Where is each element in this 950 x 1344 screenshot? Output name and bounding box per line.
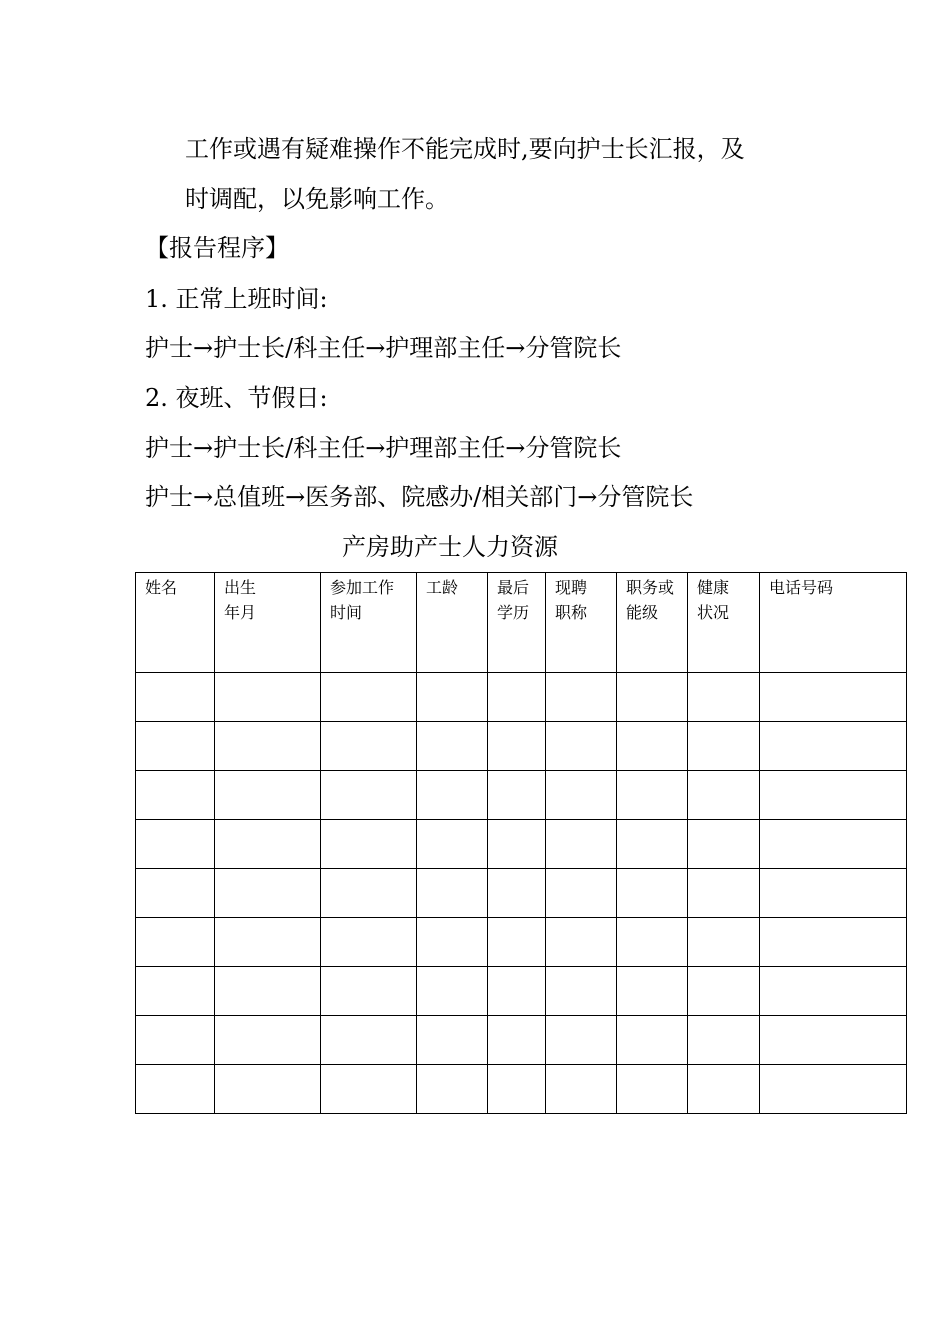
table-cell (215, 918, 321, 967)
table-cell (215, 967, 321, 1016)
table-header-cell (760, 573, 907, 673)
table-cell (321, 1065, 417, 1114)
table-header-label: 参加工作 (330, 578, 395, 597)
table-header-row (136, 573, 907, 673)
item-2-reporting-flow-a: 护士→护士长/科主任→护理部主任→分管院长 (145, 434, 622, 462)
table-cell (417, 869, 488, 918)
table-row (136, 967, 907, 1016)
table-cell (215, 771, 321, 820)
hr-table (135, 572, 907, 1114)
table-cell (136, 869, 215, 918)
table-header-cell (136, 573, 215, 673)
item-1-heading: 1. 正常上班时间: (145, 285, 328, 313)
table-cell (321, 1016, 417, 1065)
table-cell (488, 673, 546, 722)
item-2-heading: 2. 夜班、节假日: (145, 384, 328, 412)
table-header-cell (215, 573, 321, 673)
table-header-cell (546, 573, 617, 673)
table-cell (617, 918, 688, 967)
table-header-label: 工龄 (426, 578, 459, 597)
table-cell (417, 820, 488, 869)
table-cell (417, 771, 488, 820)
table-header-label: 电话号码 (769, 578, 834, 597)
table-cell (215, 1065, 321, 1114)
table-cell (321, 918, 417, 967)
table-cell (617, 1016, 688, 1065)
table-cell (136, 722, 215, 771)
table-header-label: 状况 (697, 603, 730, 622)
table-title: 产房助产士人力资源 (342, 533, 558, 561)
table-cell (488, 722, 546, 771)
table-header-cell (617, 573, 688, 673)
table-cell (617, 820, 688, 869)
table-cell (136, 673, 215, 722)
table-cell (688, 771, 760, 820)
item-1-reporting-flow: 护士→护士长/科主任→护理部主任→分管院长 (145, 334, 622, 362)
table-cell (321, 722, 417, 771)
table-header-cell (321, 573, 417, 673)
table-header-label: 职务或 (626, 578, 675, 597)
table-cell (488, 771, 546, 820)
table-cell (760, 967, 907, 1016)
table-row (136, 771, 907, 820)
table-cell (136, 1065, 215, 1114)
table-header-label: 时间 (330, 603, 363, 622)
table-cell (321, 771, 417, 820)
table-cell (488, 1016, 546, 1065)
body-paragraph-line-1: 工作或遇有疑难操作不能完成时,要向护士长汇报，及 (185, 135, 745, 163)
table-row (136, 1065, 907, 1114)
table-cell (417, 918, 488, 967)
table-cell (321, 673, 417, 722)
table-cell (546, 722, 617, 771)
table-cell (136, 1016, 215, 1065)
table-body (136, 673, 907, 1114)
table-cell (617, 1065, 688, 1114)
table-cell (136, 967, 215, 1016)
table-row (136, 918, 907, 967)
table-cell (546, 967, 617, 1016)
table-cell (760, 918, 907, 967)
table-cell (760, 869, 907, 918)
table-cell (417, 722, 488, 771)
table-row (136, 673, 907, 722)
table-header-label: 职称 (555, 603, 588, 622)
table-row (136, 869, 907, 918)
table-header-cell (688, 573, 760, 673)
table-cell (321, 869, 417, 918)
table-cell (617, 967, 688, 1016)
table-cell (760, 673, 907, 722)
table-cell (760, 820, 907, 869)
table-cell (688, 722, 760, 771)
table-cell (488, 1065, 546, 1114)
table-row (136, 722, 907, 771)
table-header-cell (488, 573, 546, 673)
table-cell (546, 869, 617, 918)
table-cell (417, 1016, 488, 1065)
table-header-label: 年月 (224, 603, 257, 622)
table-cell (546, 820, 617, 869)
table-header-label: 出生 (224, 578, 257, 597)
table-cell (546, 918, 617, 967)
table-cell (688, 1065, 760, 1114)
table-row (136, 1016, 907, 1065)
table-cell (617, 771, 688, 820)
table-cell (760, 1016, 907, 1065)
table-cell (417, 673, 488, 722)
table-header-label: 能级 (626, 603, 659, 622)
body-paragraph-line-2: 时调配，以免影响工作。 (185, 185, 449, 213)
table-cell (215, 1016, 321, 1065)
table-cell (488, 820, 546, 869)
table-cell (136, 918, 215, 967)
table-header-label: 最后 (497, 578, 530, 597)
table-cell (617, 869, 688, 918)
table-cell (688, 918, 760, 967)
table-header-label: 姓名 (145, 578, 178, 597)
table-cell (617, 722, 688, 771)
table-cell (546, 673, 617, 722)
item-2-reporting-flow-b: 护士→总值班→医务部、院感办/相关部门→分管院长 (145, 483, 694, 511)
table-cell (688, 967, 760, 1016)
table-header-label: 现聘 (555, 578, 588, 597)
table-cell (488, 869, 546, 918)
table-cell (488, 918, 546, 967)
table-cell (760, 771, 907, 820)
table-cell (688, 673, 760, 722)
table-header-label: 学历 (497, 603, 530, 622)
table-cell (417, 1065, 488, 1114)
table-cell (546, 1016, 617, 1065)
table-header-label: 健康 (697, 578, 730, 597)
table-cell (688, 1016, 760, 1065)
section-heading: 【报告程序】 (145, 234, 289, 262)
table-cell (215, 722, 321, 771)
table-cell (760, 722, 907, 771)
table-cell (688, 820, 760, 869)
table-cell (215, 673, 321, 722)
table-cell (136, 771, 215, 820)
table-row (136, 820, 907, 869)
table-cell (760, 1065, 907, 1114)
table-cell (617, 673, 688, 722)
table-cell (546, 771, 617, 820)
table-cell (136, 820, 215, 869)
table-cell (688, 869, 760, 918)
table-header-cell (417, 573, 488, 673)
table-cell (417, 967, 488, 1016)
table-cell (321, 820, 417, 869)
table-cell (546, 1065, 617, 1114)
table-cell (488, 967, 546, 1016)
table-cell (321, 967, 417, 1016)
table-cell (215, 869, 321, 918)
table-cell (215, 820, 321, 869)
